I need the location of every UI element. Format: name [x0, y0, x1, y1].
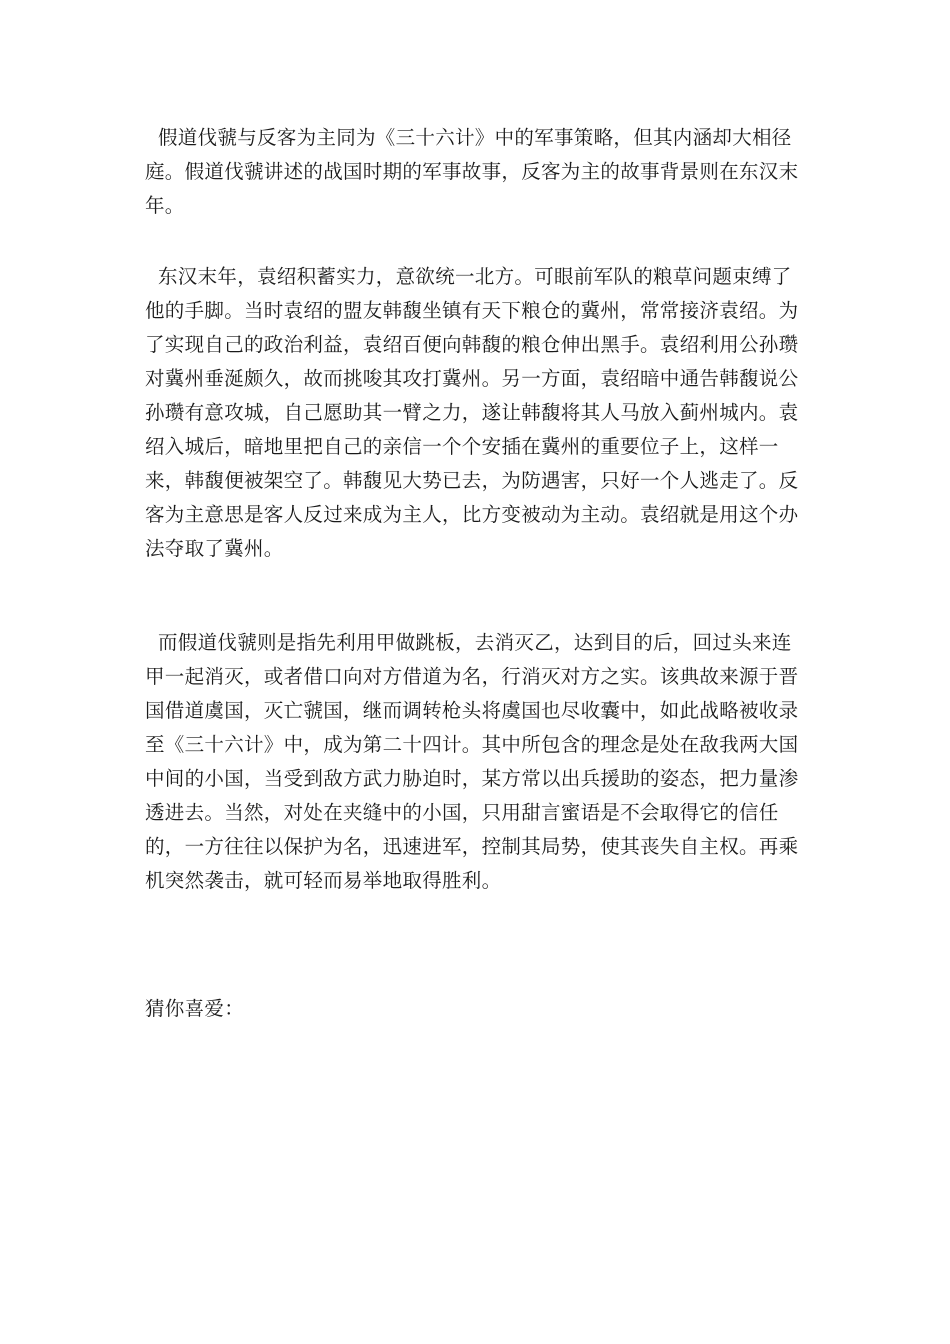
paragraph-jiadao-fa-guo: 而假道伐虢则是指先利用甲做跳板，去消灭乙，达到目的后，回过头来连甲一起消灭，或者借口向对方借道为名，行消灭对方之实。该典故来源于晋国借道虞国，灭亡虢国，继而调转枪头将虞国也尽收囊中，如此战略被收录至《三十六计》中，成为第二十四计。其中所包含的理念是处在敌我两大国中间的小国，当受到敌方武力胁迫时，某方常以出兵援助的姿态，把力量渗透进去。当然，对处在夹缝中的小国，只用甜言蜜语是不会取得它的信任的，一方往往以保护为名，迅速进军，控制其局势，使其丧失自主权。再乘机突然袭击，就可轻而易举地取得胜利。 — [145, 631, 799, 892]
paragraph-intro: 假道伐虢与反客为主同为《三十六计》中的军事策略，但其内涵却大相径庭。假道伐虢讲述的战国时期的军事故事，反客为主的故事背景则在东汉末年。 — [145, 126, 799, 217]
paragraph-yuan-shao-story: 东汉末年，袁绍积蓄实力，意欲统一北方。可眼前军队的粮草问题束缚了他的手脚。当时袁绍的盟友韩馥坐镇有天下粮仓的冀州，常常接济袁绍。为了实现自己的政治利益，袁绍百便向韩馥的粮仓伸出黑手。袁绍利用公孙瓒对冀州垂涎颇久，故而挑唆其攻打冀州。另一方面，袁绍暗中通告韩馥说公孙瓒有意攻城，自己愿助其一臂之力，遂让韩馥将其人马放入蓟州城内。袁绍入城后，暗地里把自己的亲信一个个安插在冀州的重要位子上，这样一来，韩馥便被架空了。韩馥见大势已去，为防遇害，只好一个人逃走了。反客为主意思是客人反过来成为主人，比方变被动为主动。袁绍就是用这个办法夺取了冀州。 — [145, 265, 799, 560]
recommendations-heading: 猜你喜爱： — [145, 997, 245, 1020]
